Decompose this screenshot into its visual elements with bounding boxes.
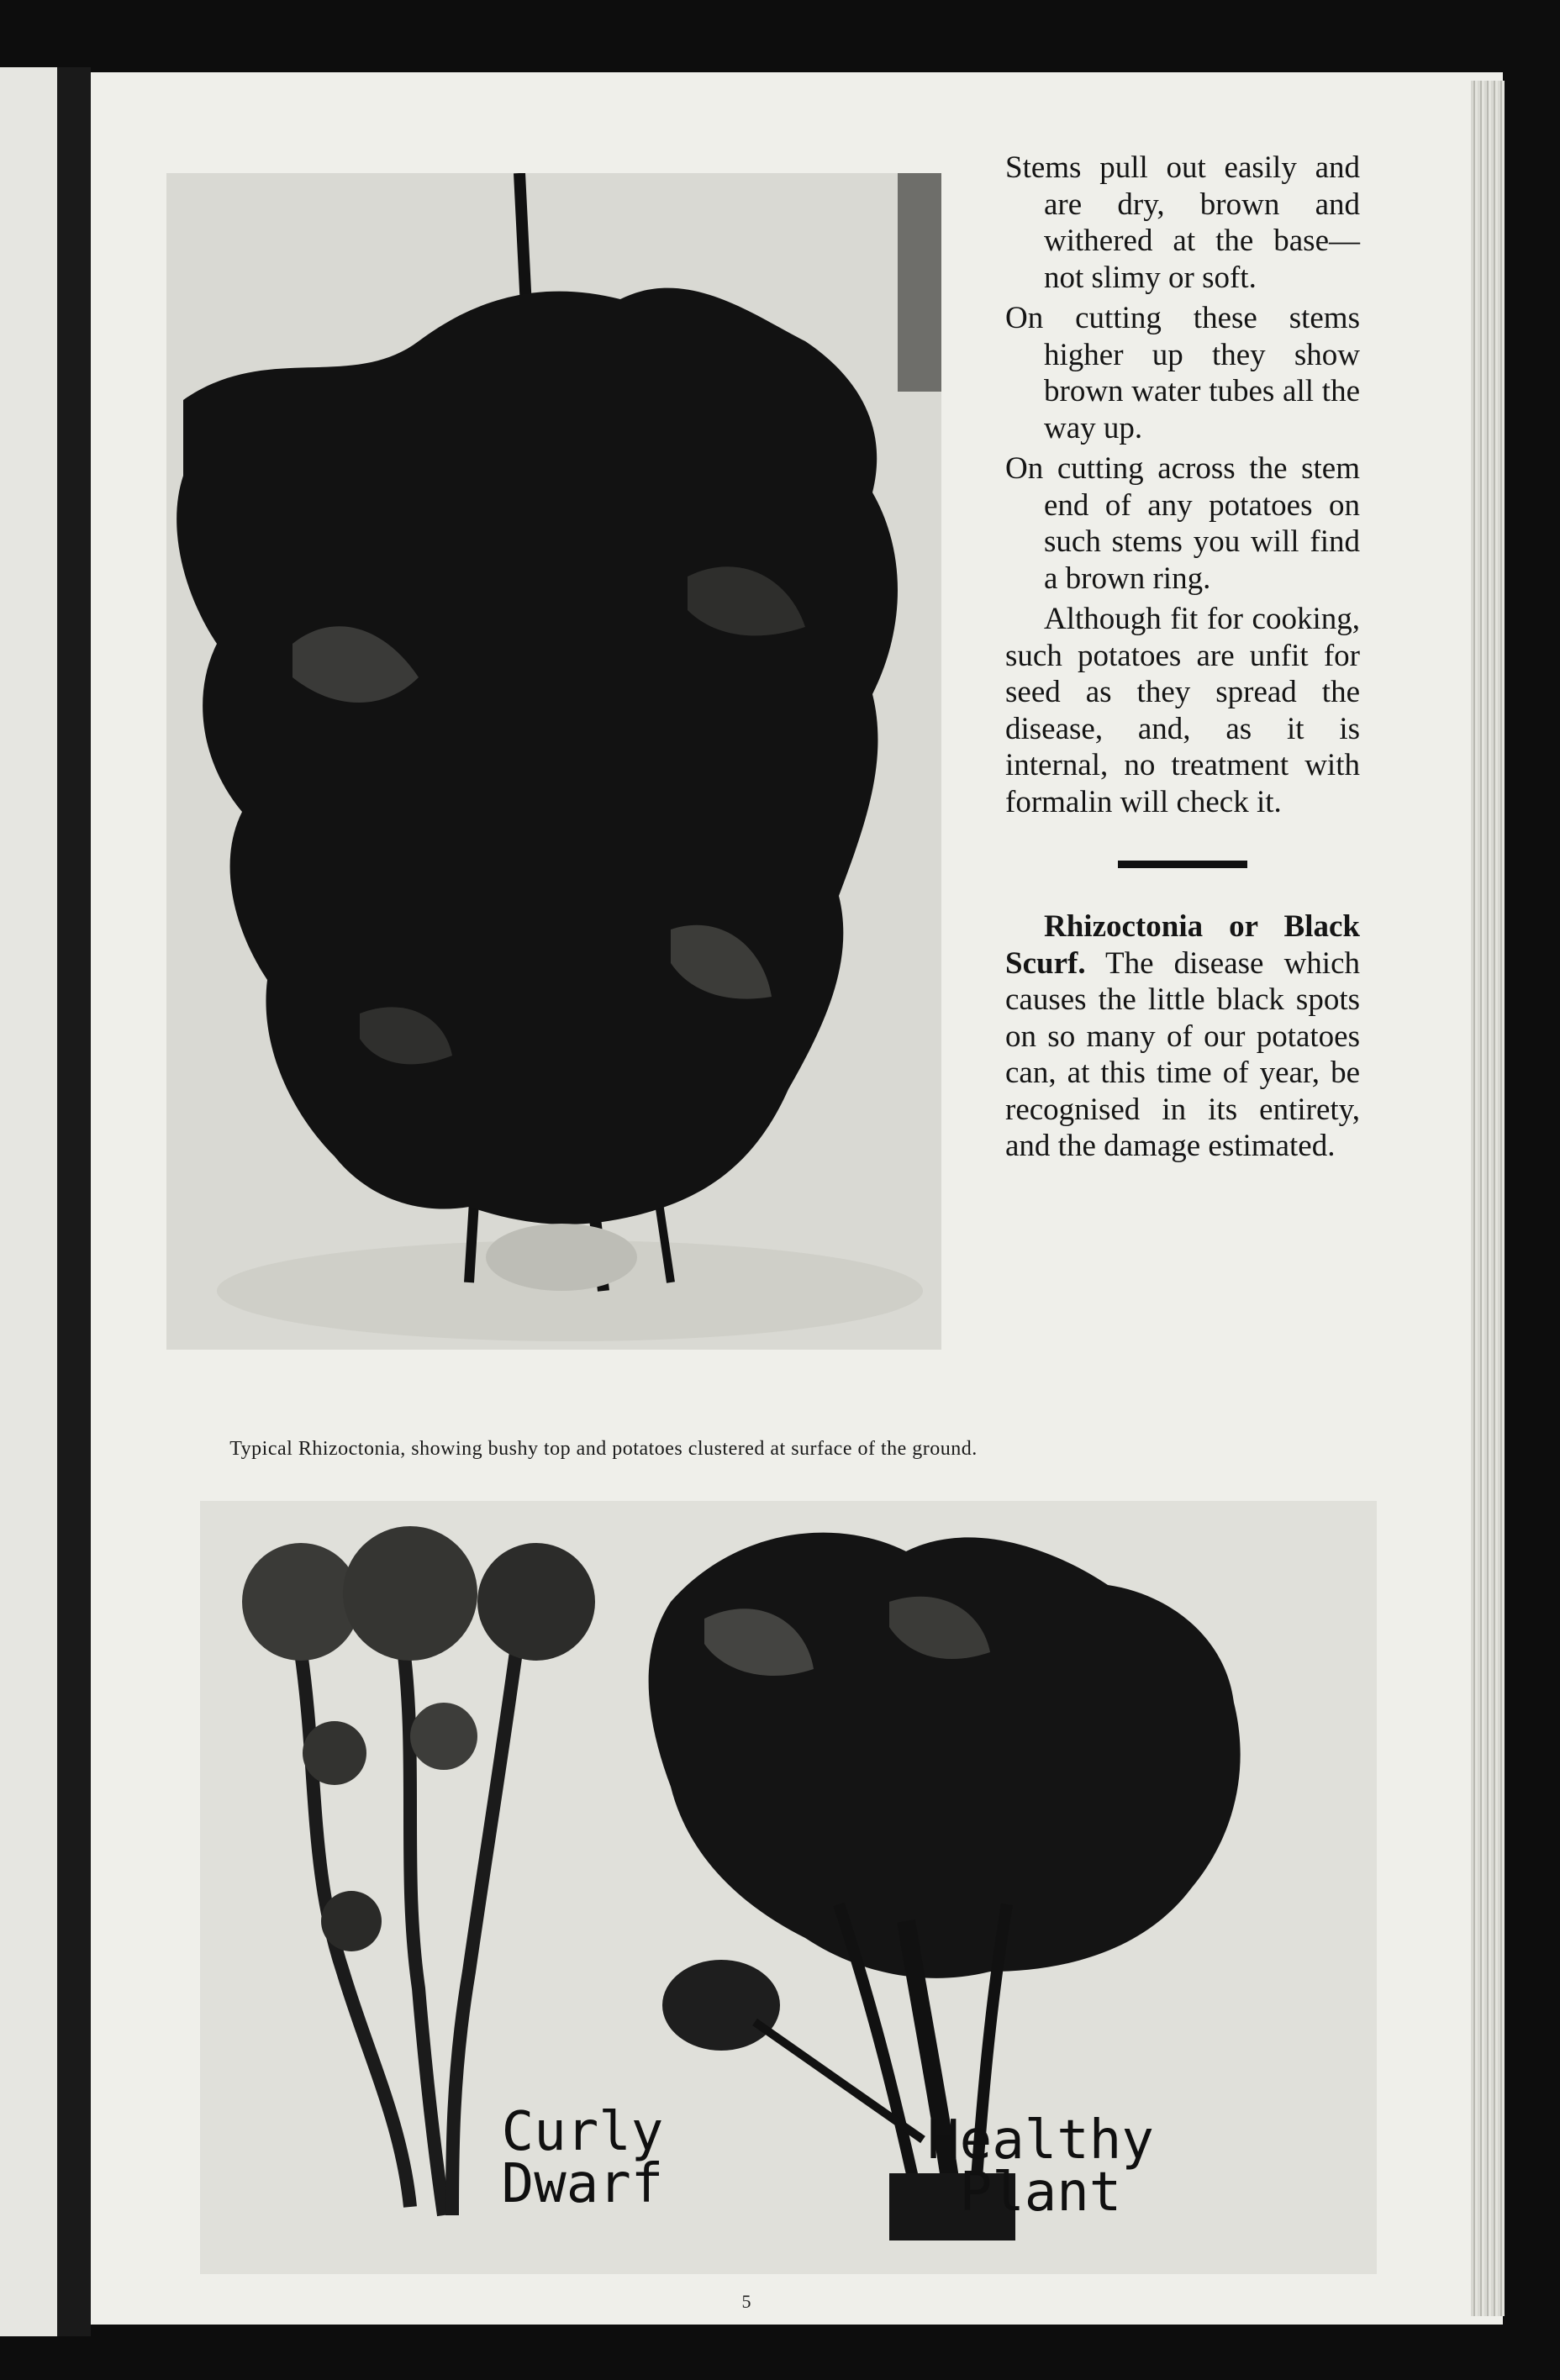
paragraph-unfit-for-seed: Although fit for cooking, such potatoes are unfit for seed as they spread the disease, and, as it is internal, no treatment with formalin will check it.: [1005, 602, 1360, 819]
paragraph-stems: Stems pull out easily and are dry, brown and withered at the base—not slimy or soft.: [1005, 150, 1360, 295]
section-divider: [1118, 861, 1247, 868]
paragraph-cutting-potatoes: On cutting across the stem end of any potatoes on such stems you will find a brown ring.: [1005, 451, 1360, 596]
paragraph-black-scurf: [1005, 908, 1360, 1165]
binding-shadow: [57, 67, 91, 2336]
page: [91, 72, 1503, 2325]
label-curly-dwarf: Curly Dwarf: [501, 2101, 664, 2215]
section-heading-body: The disease which causes the little black spots on so many of our potatoes can, at this time of year, be recognised in its entirety, and the damage estimated.: [1005, 945, 1360, 1163]
paragraph-cutting-stems: On cutting these stems higher up they show brown water tubes all the way up.: [1005, 301, 1360, 445]
comparison-photo: [200, 1501, 1377, 2274]
rhizoctonia-photo: [166, 173, 941, 1350]
figure-caption: Typical Rhizoctonia, showing bushy top and potatoes clustered at surface of the ground.: [229, 1438, 978, 1460]
page-edge-stack: [1471, 81, 1505, 2316]
text-column: [1005, 150, 1360, 1169]
section-heading: Rhizoctonia or Black Scurf.: [1005, 909, 1360, 981]
label-healthy-plant: Healthy Plant: [927, 2109, 1154, 2224]
left-page-edge: [0, 67, 57, 2336]
page-number: 5: [741, 2291, 751, 2312]
